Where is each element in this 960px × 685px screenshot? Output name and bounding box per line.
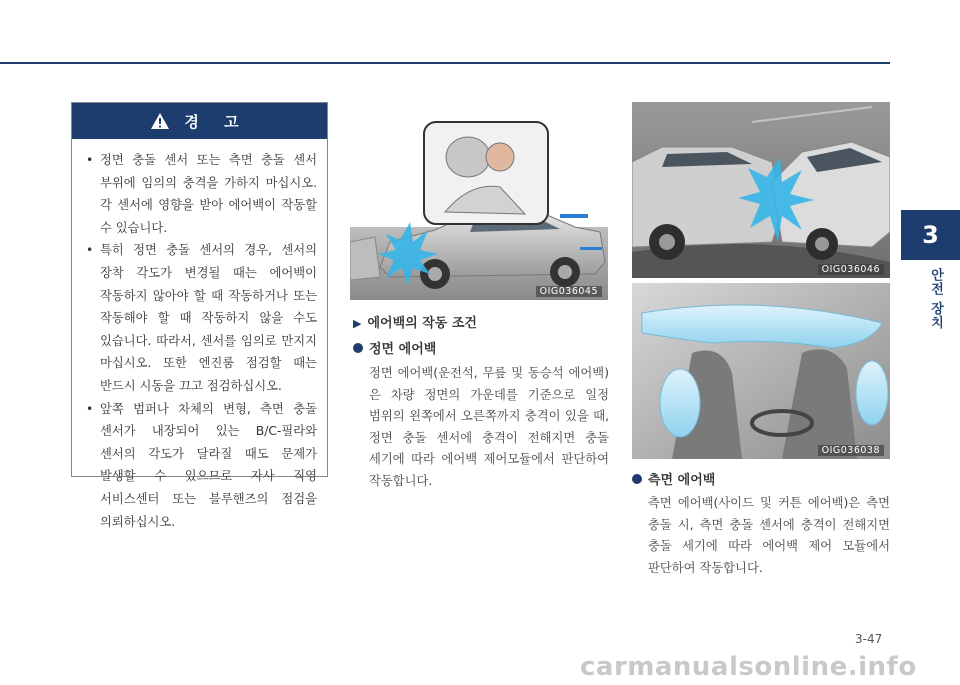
warning-header [72, 103, 327, 139]
watermark: carmanualsonline.info [580, 652, 917, 682]
warning-list [72, 139, 327, 533]
warning-title: 경 고 [184, 112, 249, 131]
chapter-number: 3 [922, 221, 939, 249]
side-airbag-title: 측면 에어백 [648, 473, 716, 488]
conditions-heading [353, 312, 477, 331]
warning-item: • 특히 정면 충돌 센서의 경우, 센서의 장착 각도가 변경될 때는 에어백이 작동하지 않아야 할 때 작동하거나 또는 작동해야 할 때 작동하지 않을 수도 있습니다. 따라서, 센서를 임의로 만지지 마십시오. 또한 엔진룸 점검할 때는 반드시 시동을 끄고 점검하십시오. [86, 239, 317, 397]
circle-bullet-icon [632, 474, 642, 484]
figure-code: OIG036046 [818, 264, 884, 275]
page-number: 3-47 [855, 632, 883, 646]
side-airbag-text: 측면 에어백(사이드 및 커튼 에어백)은 측면 충돌 시, 측면 충돌 센서에 충격이 전해지면 충돌 세기에 따라 에어백 제어 모듈에서 판단하여 작동합니다. [648, 496, 890, 575]
front-airbag-heading [353, 338, 436, 357]
warning-triangle-icon [150, 112, 170, 130]
chapter-tab [901, 210, 960, 260]
side-airbag-illustration [632, 283, 890, 459]
side-airbag-figure [632, 283, 890, 459]
side-airbag-heading [632, 469, 715, 488]
top-rule [0, 62, 890, 64]
warning-box [71, 102, 328, 529]
side-crash-figure [632, 102, 890, 278]
front-airbag-figure [350, 102, 608, 300]
conditions-title: 에어백의 작동 조건 [367, 316, 477, 331]
circle-bullet-icon [353, 343, 363, 353]
warning-item: • 정면 충돌 센서 또는 측면 충돌 센서 부위에 임의의 충격을 가하지 마십시오. 각 센서에 영향을 받아 에어백이 작동할 수 있습니다. [86, 149, 317, 239]
figure-code: OIG036038 [818, 445, 884, 456]
chapter-name: 안전 장치 [928, 268, 943, 330]
front-airbag-title: 정면 에어백 [369, 342, 437, 357]
triangle-bullet-icon: ▶ [353, 317, 362, 330]
front-crash-illustration [350, 102, 608, 300]
figure-code: OIG036045 [536, 286, 602, 297]
front-airbag-text: 정면 에어백(운전석, 무릎 및 동승석 에어백)은 차량 정면의 가운데를 기준으로 일정 범위의 왼쪽에서 오른쪽까지 충격이 있을 때, 정면 충돌 센서에 충격이 전해지면 충돌 세기에 따라 에어백 제어모듈에서 판단하여 작동합니다. [369, 366, 609, 488]
warning-item: • 앞쪽 범퍼나 차체의 변형, 측면 충돌 센서가 내장되어 있는 B/C-필라와 센서의 각도가 달라질 때도 문제가 발생할 수 있으므로 자사 직영 서비스센터 또는 블루핸즈의 점검을 의뢰하십시오. [86, 398, 317, 534]
side-crash-illustration [632, 102, 890, 278]
